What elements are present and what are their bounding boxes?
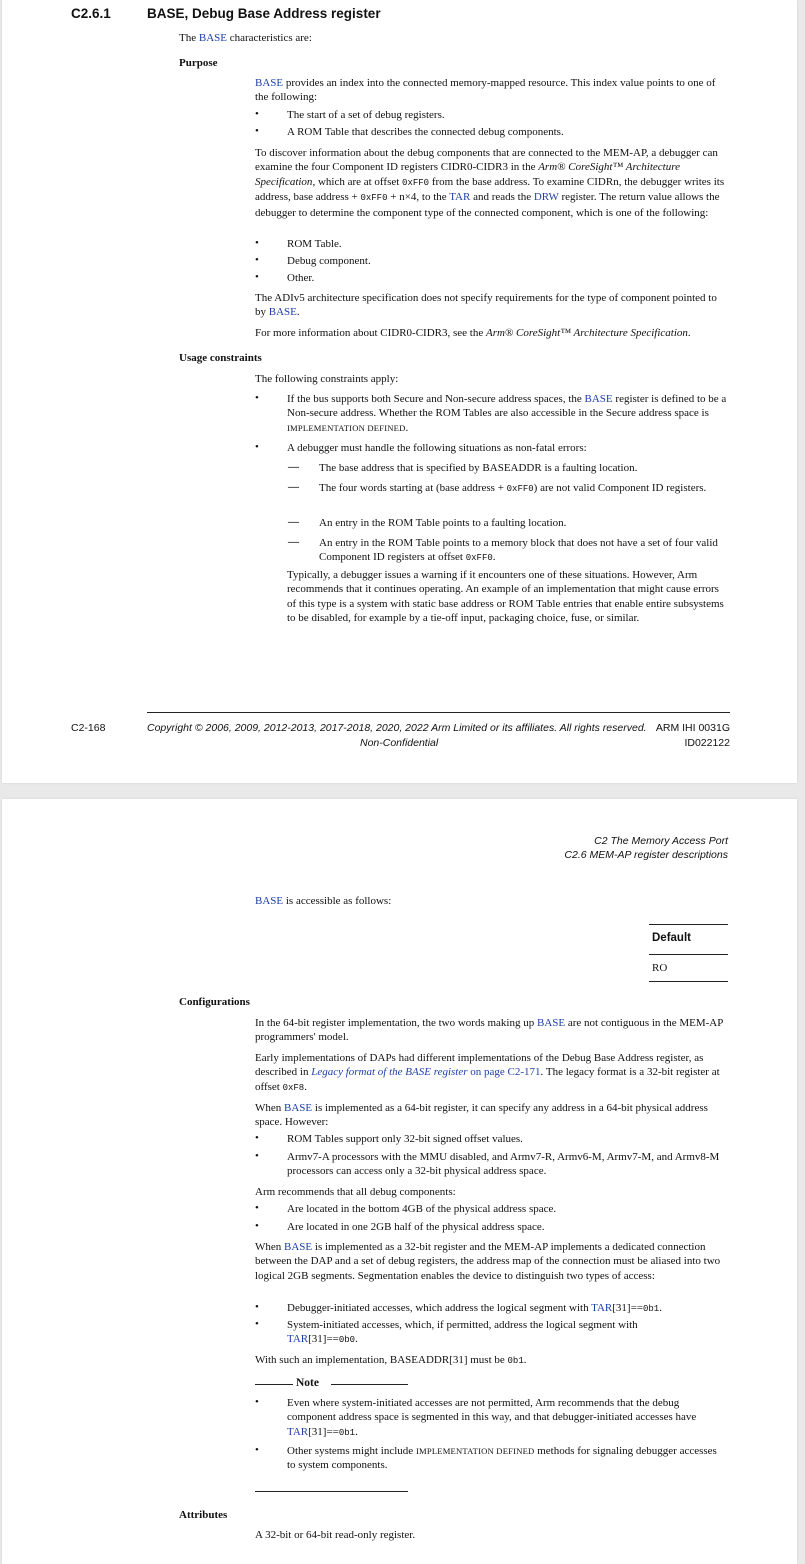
note-bullet-2 [287,1444,722,1473]
text-run: When [255,1241,285,1253]
text-run: are not contiguous in the MEM-AP programmers' model. [255,1017,723,1044]
purpose-paragraph-1 [255,76,727,105]
base-register-link[interactable]: BASE [255,77,284,89]
dash-icon: — [288,516,299,528]
text-run: Debugger-initiated accesses, which address the logical segment with [287,1302,592,1314]
spec-title: Arm® CoreSight™ Architecture Specification [255,161,680,188]
code-literal: 0xF8 [282,1082,305,1093]
section-title: BASE, Debug Base Address register [147,6,381,21]
text-run: register is defined to be a Non-secure address. Whether the ROM Tables are also accessible in the Secure address space is [287,393,727,420]
text-run: The four words starting at (base address + [319,482,507,494]
text-run: . [304,1080,307,1093]
text-run: [31]== [308,1333,339,1346]
bullet-icon: • [255,392,259,404]
config-paragraph-5 [255,1240,729,1283]
text-run: , which are at offset [312,175,403,188]
text-run: Other systems might include [287,1445,416,1457]
legacy-format-link-title: Legacy format of the BASE register [311,1066,468,1079]
code-literal: 0b0 [338,1335,356,1346]
text-run: characteristics are: [226,32,312,44]
text-run: + n×4, to the [387,191,450,204]
text-run: . [296,306,300,319]
config-bullet-2gb-half: Are located in one 2GB half of the physical address space. [287,1221,545,1233]
confidentiality-label: Non-Confidential [360,737,439,749]
bullet-icon: • [255,1202,259,1214]
base-register-link[interactable]: BASE [268,306,297,319]
code-literal: 0b1 [642,1304,660,1314]
tar-register-link[interactable]: TAR [287,1425,309,1438]
code-literal: 0xFF0 [465,553,493,564]
page-number: C2-168 [71,722,106,734]
running-header-section: C2.6 MEM-AP register descriptions [564,849,728,861]
text-run: . [687,327,691,339]
tar-register-link[interactable]: TAR [591,1302,613,1314]
text-run: ) are not valid Component ID registers. [533,482,707,494]
small-caps-term: IMPLEMENTATION DEFINED [415,1446,535,1456]
document-id-2: ID022122 [684,737,730,749]
legacy-format-link-page: on page C2-171 [467,1066,541,1079]
copyright-notice: Copyright © 2006, 2009, 2012-2013, 2017-2018, 2020, 2022 Arm Limited or its affiliates. All rights reserved. [147,722,647,734]
text-run: When [255,1102,285,1114]
config-paragraph-3 [255,1101,725,1130]
running-header-chapter: C2 The Memory Access Port [594,835,728,847]
text-run: To discover information about the debug components that are connected to the MEM-AP, a debugger can examine the four Component ID registers CIDR0-CIDR3 in the [255,147,718,174]
text-run: is implemented as a 64-bit register, it can specify any address in a 64-bit physical address space. However: [255,1102,708,1129]
table-header-rule [649,954,728,955]
text-run: For more information about CIDR0-CIDR3, see the [255,327,486,339]
config-paragraph-4: Arm recommends that all debug components: [255,1186,456,1198]
text-run: provides an index into the connected memory-mapped resource. This index value points to one of the following: [255,77,716,104]
table-bottom-rule [649,981,728,982]
purpose-paragraph-4 [255,326,730,340]
text-run: . [523,1354,527,1366]
dash-icon: — [288,481,299,493]
text-run: . [405,421,409,434]
text-run: [31]== [612,1302,643,1314]
text-run: methods for signaling debugger accesses to system components. [287,1445,717,1472]
text-run: . The legacy format is a 32-bit register at offset [255,1066,720,1093]
base-register-link[interactable]: BASE [284,1241,313,1253]
error-item-2 [319,481,724,496]
text-run: is accessible as follows: [283,895,392,907]
code-literal: 0b1 [338,1427,356,1438]
text-run: System-initiated accesses, which, if permitted, address the logical segment with [287,1319,638,1331]
text-run: The [179,32,199,44]
attributes-heading: Attributes [179,1509,228,1521]
config-paragraph-2 [255,1051,728,1095]
usage-bullet-1 [287,392,727,435]
note-rule-right [331,1384,408,1385]
bullet-icon: • [255,1132,259,1144]
config-bullet-rom-tables: ROM Tables support only 32-bit signed offset values. [287,1133,523,1145]
dash-icon: — [288,461,299,473]
note-rule-left [255,1384,293,1385]
small-caps-term: IMPLEMENTATION DEFINED [287,422,406,433]
config-paragraph-6 [255,1353,526,1368]
text-run: Even where system-initiated accesses are not permitted, Arm recommends that the debug component address space is segmented in this way, and that debugger-initiated accesses have [287,1397,697,1424]
spec-title: Arm® CoreSight™ Architecture Specification [485,327,688,339]
access-table-header: Default [652,932,691,944]
document-page-2 [2,799,797,1564]
code-literal: 0xFF0 [506,484,534,494]
bullet-icon: • [255,125,259,137]
configurations-heading: Configurations [179,996,250,1008]
text-run: . [659,1302,662,1314]
text-run: . [355,1425,358,1438]
usage-intro: The following constraints apply: [255,373,399,385]
text-run: . [355,1333,358,1346]
base-register-link[interactable]: BASE [536,1017,566,1029]
bullet-icon: • [255,237,259,249]
bullet-icon: • [255,1220,259,1232]
component-type-other: Other. [287,272,315,284]
access-table-value: RO [652,962,668,974]
text-run: from the base address. To examine CIDRn, the debugger writes its address, base address + [255,175,725,204]
config-bullet-processors: Armv7-A processors with the MMU disabled, and Armv7-R, Armv6-M, Armv7-M, and Armv8-M processors can access only a 32-bit physical address space. [287,1151,720,1178]
text-run: is implemented as a 32-bit register and the MEM-AP implements a dedicated connection between the DAP and a set of debug registers, the address map of the connection must be aliased into two logical 2GB segments. Segmentation enables the device to distinguish two types of access: [255,1241,721,1282]
text-run: and reads the [470,191,534,204]
text-run: The ADIv5 architecture specification does not specify requirements for the type of component pointed to by [255,292,717,319]
text-run: [31]== [308,1425,339,1438]
base-register-link[interactable]: BASE [198,32,227,44]
purpose-paragraph-2 [255,146,728,220]
purpose-paragraph-3 [255,291,727,320]
bullet-icon: • [255,1150,259,1162]
section-number: C2.6.1 [71,6,111,21]
note-bullet-1 [287,1396,727,1440]
base-register-link[interactable]: BASE [584,393,613,405]
code-literal: 0xFF0 [360,193,388,204]
usage-constraints-heading: Usage constraints [179,352,262,364]
access-intro [255,894,391,908]
code-literal: 0xFF0 [402,177,430,188]
footer-rule [147,712,730,713]
error-item-1: The base address that is specified by BASEADDR is a faulting location. [319,462,638,474]
bullet-icon: • [255,1301,259,1313]
attributes-text: A 32-bit or 64-bit read-only register. [255,1529,416,1541]
dash-icon: — [288,536,299,548]
tar-register-link[interactable]: TAR [287,1333,309,1346]
table-top-rule [649,924,728,925]
bullet-icon: • [255,271,259,283]
document-page-1 [2,0,797,783]
bullet-icon: • [255,108,259,120]
bullet-icon: • [255,1444,259,1456]
component-type-rom: ROM Table. [287,238,342,250]
text-run: register. The return value allows the debugger to determine the component type of the connected component, which is one of the following: [255,191,720,219]
bullet-icon: • [255,1396,259,1408]
config-bullet-bottom-4gb: Are located in the bottom 4GB of the physical address space. [287,1203,557,1215]
document-id: ARM IHI 0031G [655,722,730,734]
usage-closing-paragraph: Typically, a debugger issues a warning if it encounters one of these situations. However, Arm recommends that it continues operating. An example of an implementation that might cause errors of this type is a system with static base address or ROM Table entries that enable entire subsystems to be disabled, for example by a tie-off input, packaging choice, fuse, or similar. [287,569,724,625]
note-title: Note [296,1377,319,1389]
drw-register-link[interactable]: DRW [533,191,559,204]
text-run: . [492,551,496,564]
bullet-icon: • [255,254,259,266]
text-run: An entry in the ROM Table points to a memory block that does not have a set of four valid Component ID registers at offset [319,537,718,564]
purpose-heading: Purpose [179,57,218,69]
text-run: With such an implementation, BASEADDR[31] must be [255,1354,508,1366]
bullet-icon: • [255,1318,259,1330]
base-register-link[interactable]: BASE [255,895,284,907]
config-bullet-system-accesses [287,1318,707,1348]
purpose-bullet-1: The start of a set of debug registers. [287,109,445,121]
text-run: If the bus supports both Secure and Non-secure address spaces, the [287,393,585,405]
legacy-format-link[interactable] [311,1066,540,1078]
component-type-debug: Debug component. [287,255,371,267]
usage-bullet-2: A debugger must handle the following situations as non-fatal errors: [287,442,587,454]
tar-register-link[interactable]: TAR [449,191,471,204]
text-run: Early implementations of DAPs had different implementations of the Debug Base Address register, as described in [255,1052,704,1079]
intro-paragraph [179,31,312,45]
config-paragraph-1 [255,1016,723,1045]
error-item-4 [319,536,727,566]
purpose-bullet-2: A ROM Table that describes the connected debug components. [287,126,564,138]
error-item-3: An entry in the ROM Table points to a faulting location. [319,517,567,529]
config-bullet-debugger-accesses [287,1301,662,1316]
code-literal: 0b1 [507,1356,524,1366]
base-register-link[interactable]: BASE [284,1102,313,1114]
note-bottom-rule [255,1491,408,1492]
text-run: In the 64-bit register implementation, the two words making up [255,1017,537,1029]
bullet-icon: • [255,441,259,453]
